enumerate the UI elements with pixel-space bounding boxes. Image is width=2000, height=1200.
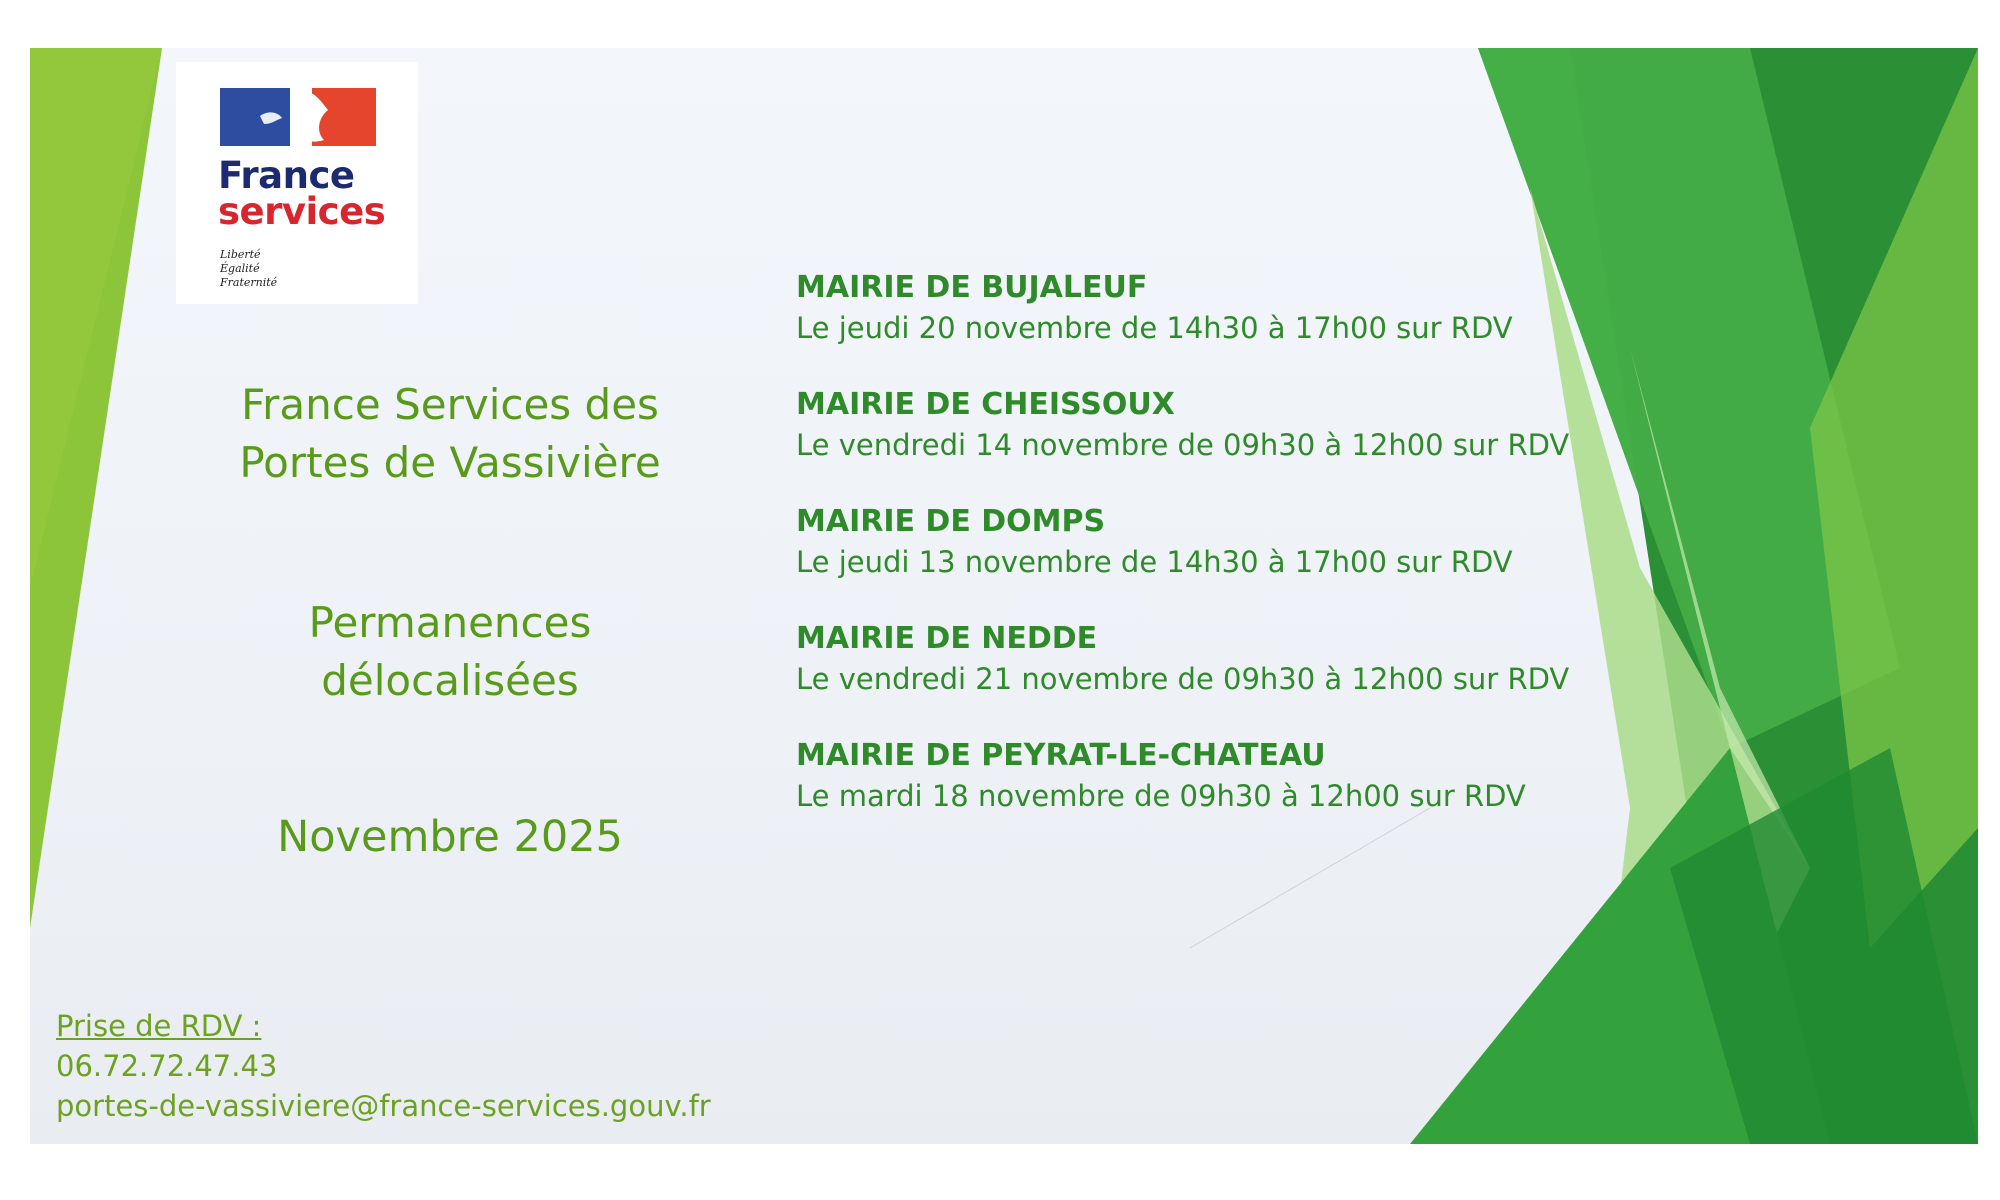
subtitle-line2: délocalisées [321,656,579,705]
contact-block [56,1006,711,1126]
france-services-logo [176,62,418,304]
rdv-label: Prise de RDV : [56,1009,262,1043]
permanences-subtitle [150,594,750,710]
organization-title-line1: France Services des [241,380,659,429]
mairie-entry-domps [796,502,1513,582]
mairie-schedule: Le mardi 18 novembre de 09h30 à 12h00 sur RDV [796,779,1526,813]
subtitle-line1: Permanences [308,598,592,647]
mairie-schedule: Le jeudi 13 novembre de 14h30 à 17h00 sur RDV [796,545,1513,579]
mairie-entry-bujaleuf [796,268,1513,348]
mairie-name: MAIRIE DE DOMPS [796,504,1106,539]
organization-title [150,376,750,492]
motto-fraternite: Fraternité [220,276,278,289]
month-label: Novembre 2025 [277,812,623,862]
mairie-name: MAIRIE DE PEYRAT-LE-CHATEAU [796,738,1326,773]
mairie-name: MAIRIE DE NEDDE [796,621,1098,656]
contact-email[interactable]: portes-de-vassiviere@france-services.gouv.fr [56,1089,711,1123]
mairie-entry-peyrat-le-chateau [796,736,1526,816]
motto-liberte: Liberté [220,248,261,261]
logo-word-france: France [218,154,355,197]
mairie-schedule: Le vendredi 14 novembre de 09h30 à 12h00 sur RDV [796,428,1570,462]
mairie-entry-nedde [796,619,1569,699]
flyer-slide [30,48,1978,1144]
logo-word-services: services [218,190,386,233]
left-lime-wedge-shade [30,48,162,588]
marianne-flag-icon [220,88,376,146]
mairie-name: MAIRIE DE BUJALEUF [796,270,1148,305]
mairie-schedule: Le jeudi 20 novembre de 14h30 à 17h00 sur RDV [796,311,1513,345]
motto-egalite: Égalité [220,262,260,275]
mairie-name: MAIRIE DE CHEISSOUX [796,387,1175,422]
contact-phone[interactable]: 06.72.72.47.43 [56,1049,278,1083]
thin-diagonal-line [1190,808,1430,948]
logo-motto [220,248,277,290]
mairie-schedule: Le vendredi 21 novembre de 09h30 à 12h00 sur RDV [796,662,1570,696]
mairie-entry-cheissoux [796,385,1569,465]
organization-title-line2: Portes de Vassivière [239,438,661,487]
